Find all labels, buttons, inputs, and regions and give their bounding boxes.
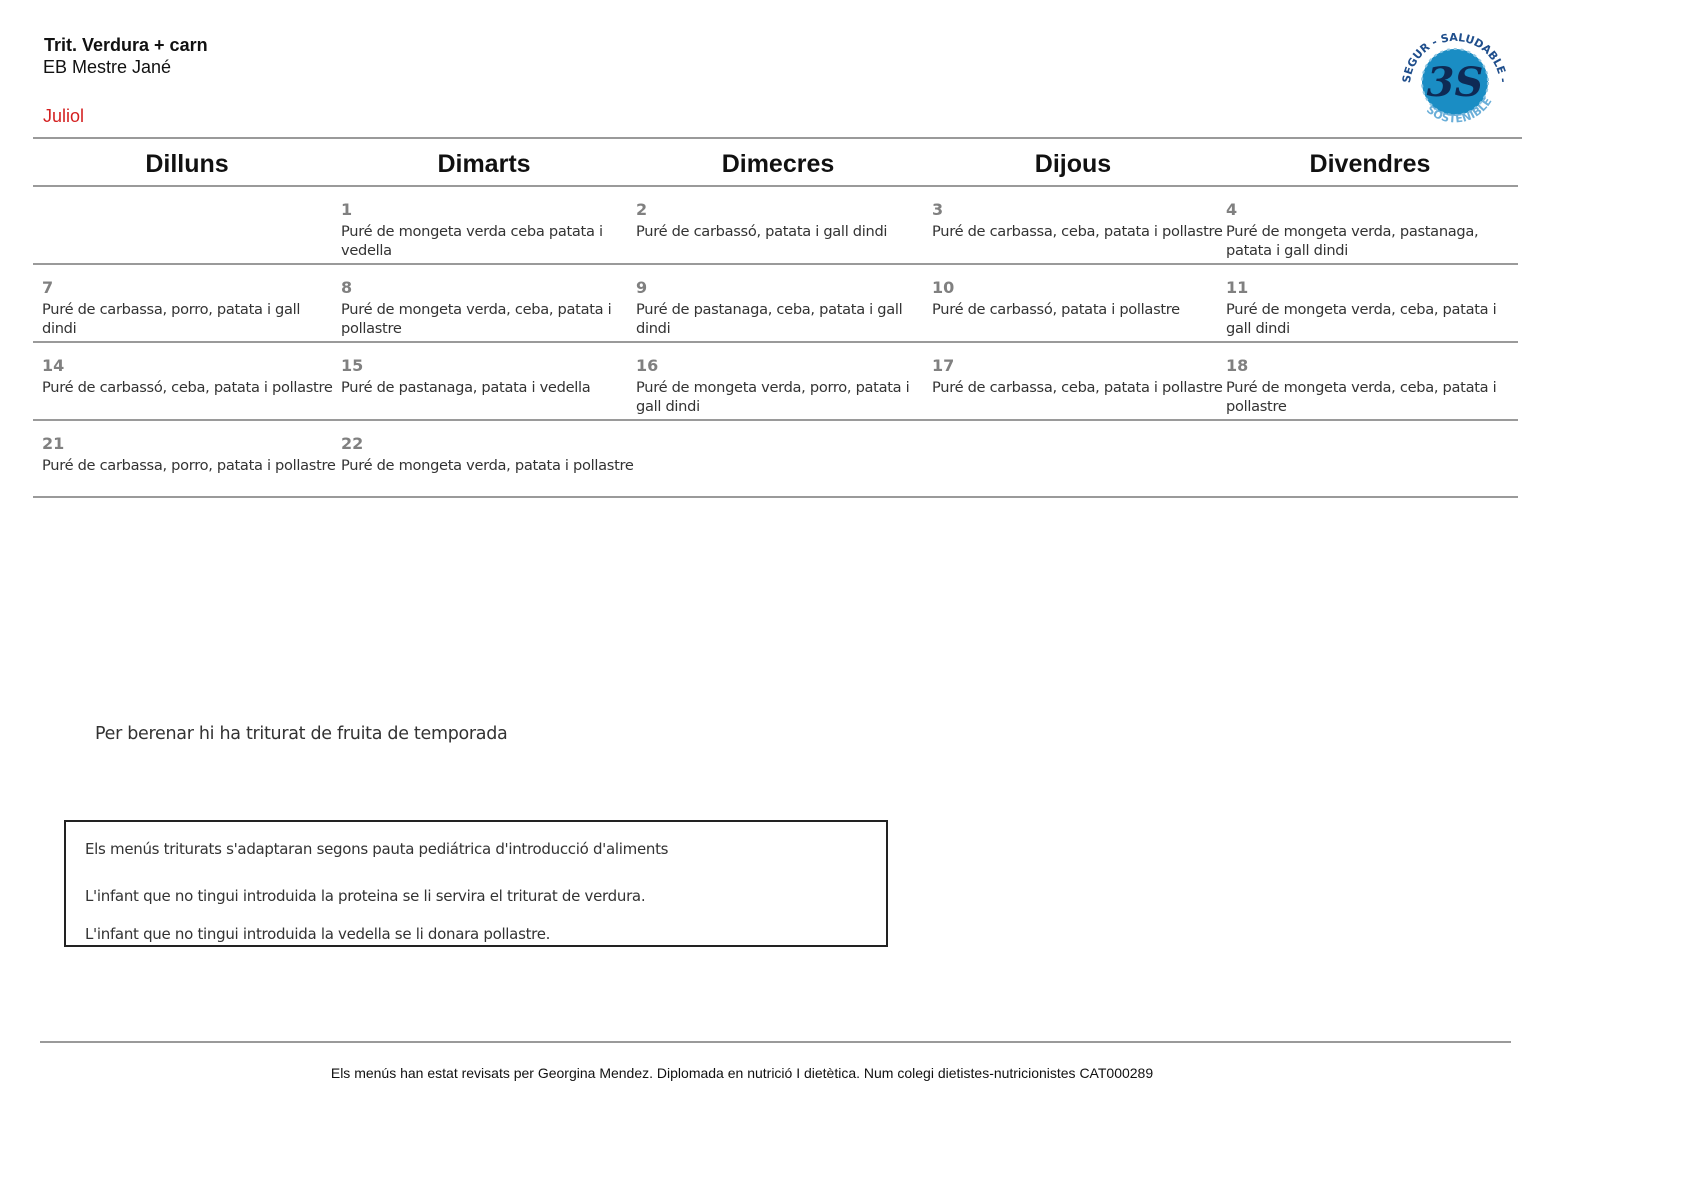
meal-description: Puré de mongeta verda, patata i pollastre — [341, 457, 634, 474]
header-rule-top — [33, 137, 1522, 139]
footer-rule — [40, 1041, 1511, 1043]
day-number: 15 — [341, 356, 364, 375]
day-number: 18 — [1226, 356, 1249, 375]
meal-description: Puré de carbassa, porro, patata i pollastre — [42, 457, 336, 474]
svg-text:3S: 3S — [1426, 59, 1484, 106]
menu-title: Trit. Verdura + carn — [44, 35, 208, 55]
day-number: 11 — [1226, 278, 1249, 297]
meal-description: Puré de carbassó, patata i gall dindi — [636, 223, 888, 240]
svg-text:SEGUR - SALUDABLE -: SEGUR - SALUDABLE - — [1400, 30, 1510, 84]
menu-day-cell — [1226, 356, 1520, 416]
menu-day-cell — [341, 278, 635, 338]
meal-description: Puré de mongeta verda, ceba, patata i pollastre — [1226, 379, 1497, 415]
meal-description: Puré de mongeta verda, ceba, patata i gall dindi — [1226, 301, 1497, 337]
day-header-dijous: Dijous — [1034, 150, 1112, 178]
meal-description: Puré de mongeta verda, pastanaga, patata i gall dindi — [1226, 223, 1479, 259]
day-number: 21 — [42, 434, 65, 453]
menu-day-cell — [1226, 278, 1520, 338]
school-name: EB Mestre Jané — [43, 57, 172, 77]
day-header-dimarts: Dimarts — [437, 150, 531, 178]
meal-description: Puré de mongeta verda, porro, patata i gall dindi — [636, 379, 910, 415]
menu-day-cell — [1226, 200, 1520, 260]
menu-day-cell — [341, 200, 635, 260]
note-line: Els menús triturats s'adaptaran segons pauta pediátrica d'introducció d'aliments — [85, 840, 669, 858]
menu-day-cell — [42, 278, 336, 338]
menu-day-cell — [42, 434, 336, 475]
day-number: 10 — [932, 278, 955, 297]
meal-description: Puré de carbassa, porro, patata i gall dindi — [42, 301, 301, 337]
day-number: 7 — [42, 278, 54, 297]
day-number: 14 — [42, 356, 65, 375]
day-header-dilluns: Dilluns — [145, 150, 229, 178]
menu-day-cell — [932, 200, 1226, 241]
day-number: 16 — [636, 356, 659, 375]
month-label: Juliol — [43, 106, 85, 126]
day-number: 22 — [341, 434, 364, 453]
row-divider — [33, 419, 1518, 421]
menu-day-cell — [636, 278, 930, 338]
day-header-divendres: Divendres — [1309, 150, 1431, 178]
row-divider — [33, 496, 1518, 498]
menu-day-cell — [341, 356, 635, 397]
menu-day-cell — [42, 356, 336, 397]
svg-text:SOSTENIBLE: SOSTENIBLE — [1424, 95, 1495, 126]
dietary-notes-box — [64, 820, 888, 947]
meal-description: Puré de mongeta verda, ceba, patata i pollastre — [341, 301, 612, 337]
day-number: 8 — [341, 278, 353, 297]
day-number: 1 — [341, 200, 353, 219]
day-number: 3 — [932, 200, 944, 219]
menu-day-cell — [341, 434, 635, 475]
meal-description: Puré de pastanaga, patata i vedella — [341, 379, 591, 396]
meal-description: Puré de mongeta verda ceba patata i vedella — [341, 223, 603, 259]
menu-day-cell — [932, 278, 1226, 319]
day-number: 17 — [932, 356, 955, 375]
snack-note: Per berenar hi ha triturat de fruita de temporada — [95, 724, 508, 744]
day-header-dimecres: Dimecres — [721, 150, 835, 178]
meal-description: Puré de carbassa, ceba, patata i pollastre — [932, 379, 1223, 396]
meal-description: Puré de carbassó, ceba, patata i pollastre — [42, 379, 333, 396]
header-rule-bottom — [33, 185, 1518, 187]
day-number: 9 — [636, 278, 648, 297]
day-number: 2 — [636, 200, 648, 219]
row-divider — [33, 263, 1518, 265]
footer-credit: Els menús han estat revisats per Georgina Mendez. Diplomada en nutrició I dietètica. Num colegi dietistes-nutricionistes CAT000289 — [330, 1065, 1154, 1081]
note-line: L'infant que no tingui introduida la vedella se li donara pollastre. — [85, 925, 551, 943]
menu-day-cell — [932, 356, 1226, 397]
day-number: 4 — [1226, 200, 1238, 219]
menu-day-cell — [636, 356, 930, 416]
meal-description: Puré de carbassó, patata i pollastre — [932, 301, 1180, 318]
meal-description: Puré de pastanaga, ceba, patata i gall dindi — [636, 301, 903, 337]
meal-description: Puré de carbassa, ceba, patata i pollastre — [932, 223, 1223, 240]
note-line: L'infant que no tingui introduida la proteina se li servira el triturat de verdura. — [85, 887, 646, 905]
row-divider — [33, 341, 1518, 343]
segur-saludable-sostenible-logo — [1396, 24, 1514, 136]
menu-day-cell — [636, 200, 930, 241]
